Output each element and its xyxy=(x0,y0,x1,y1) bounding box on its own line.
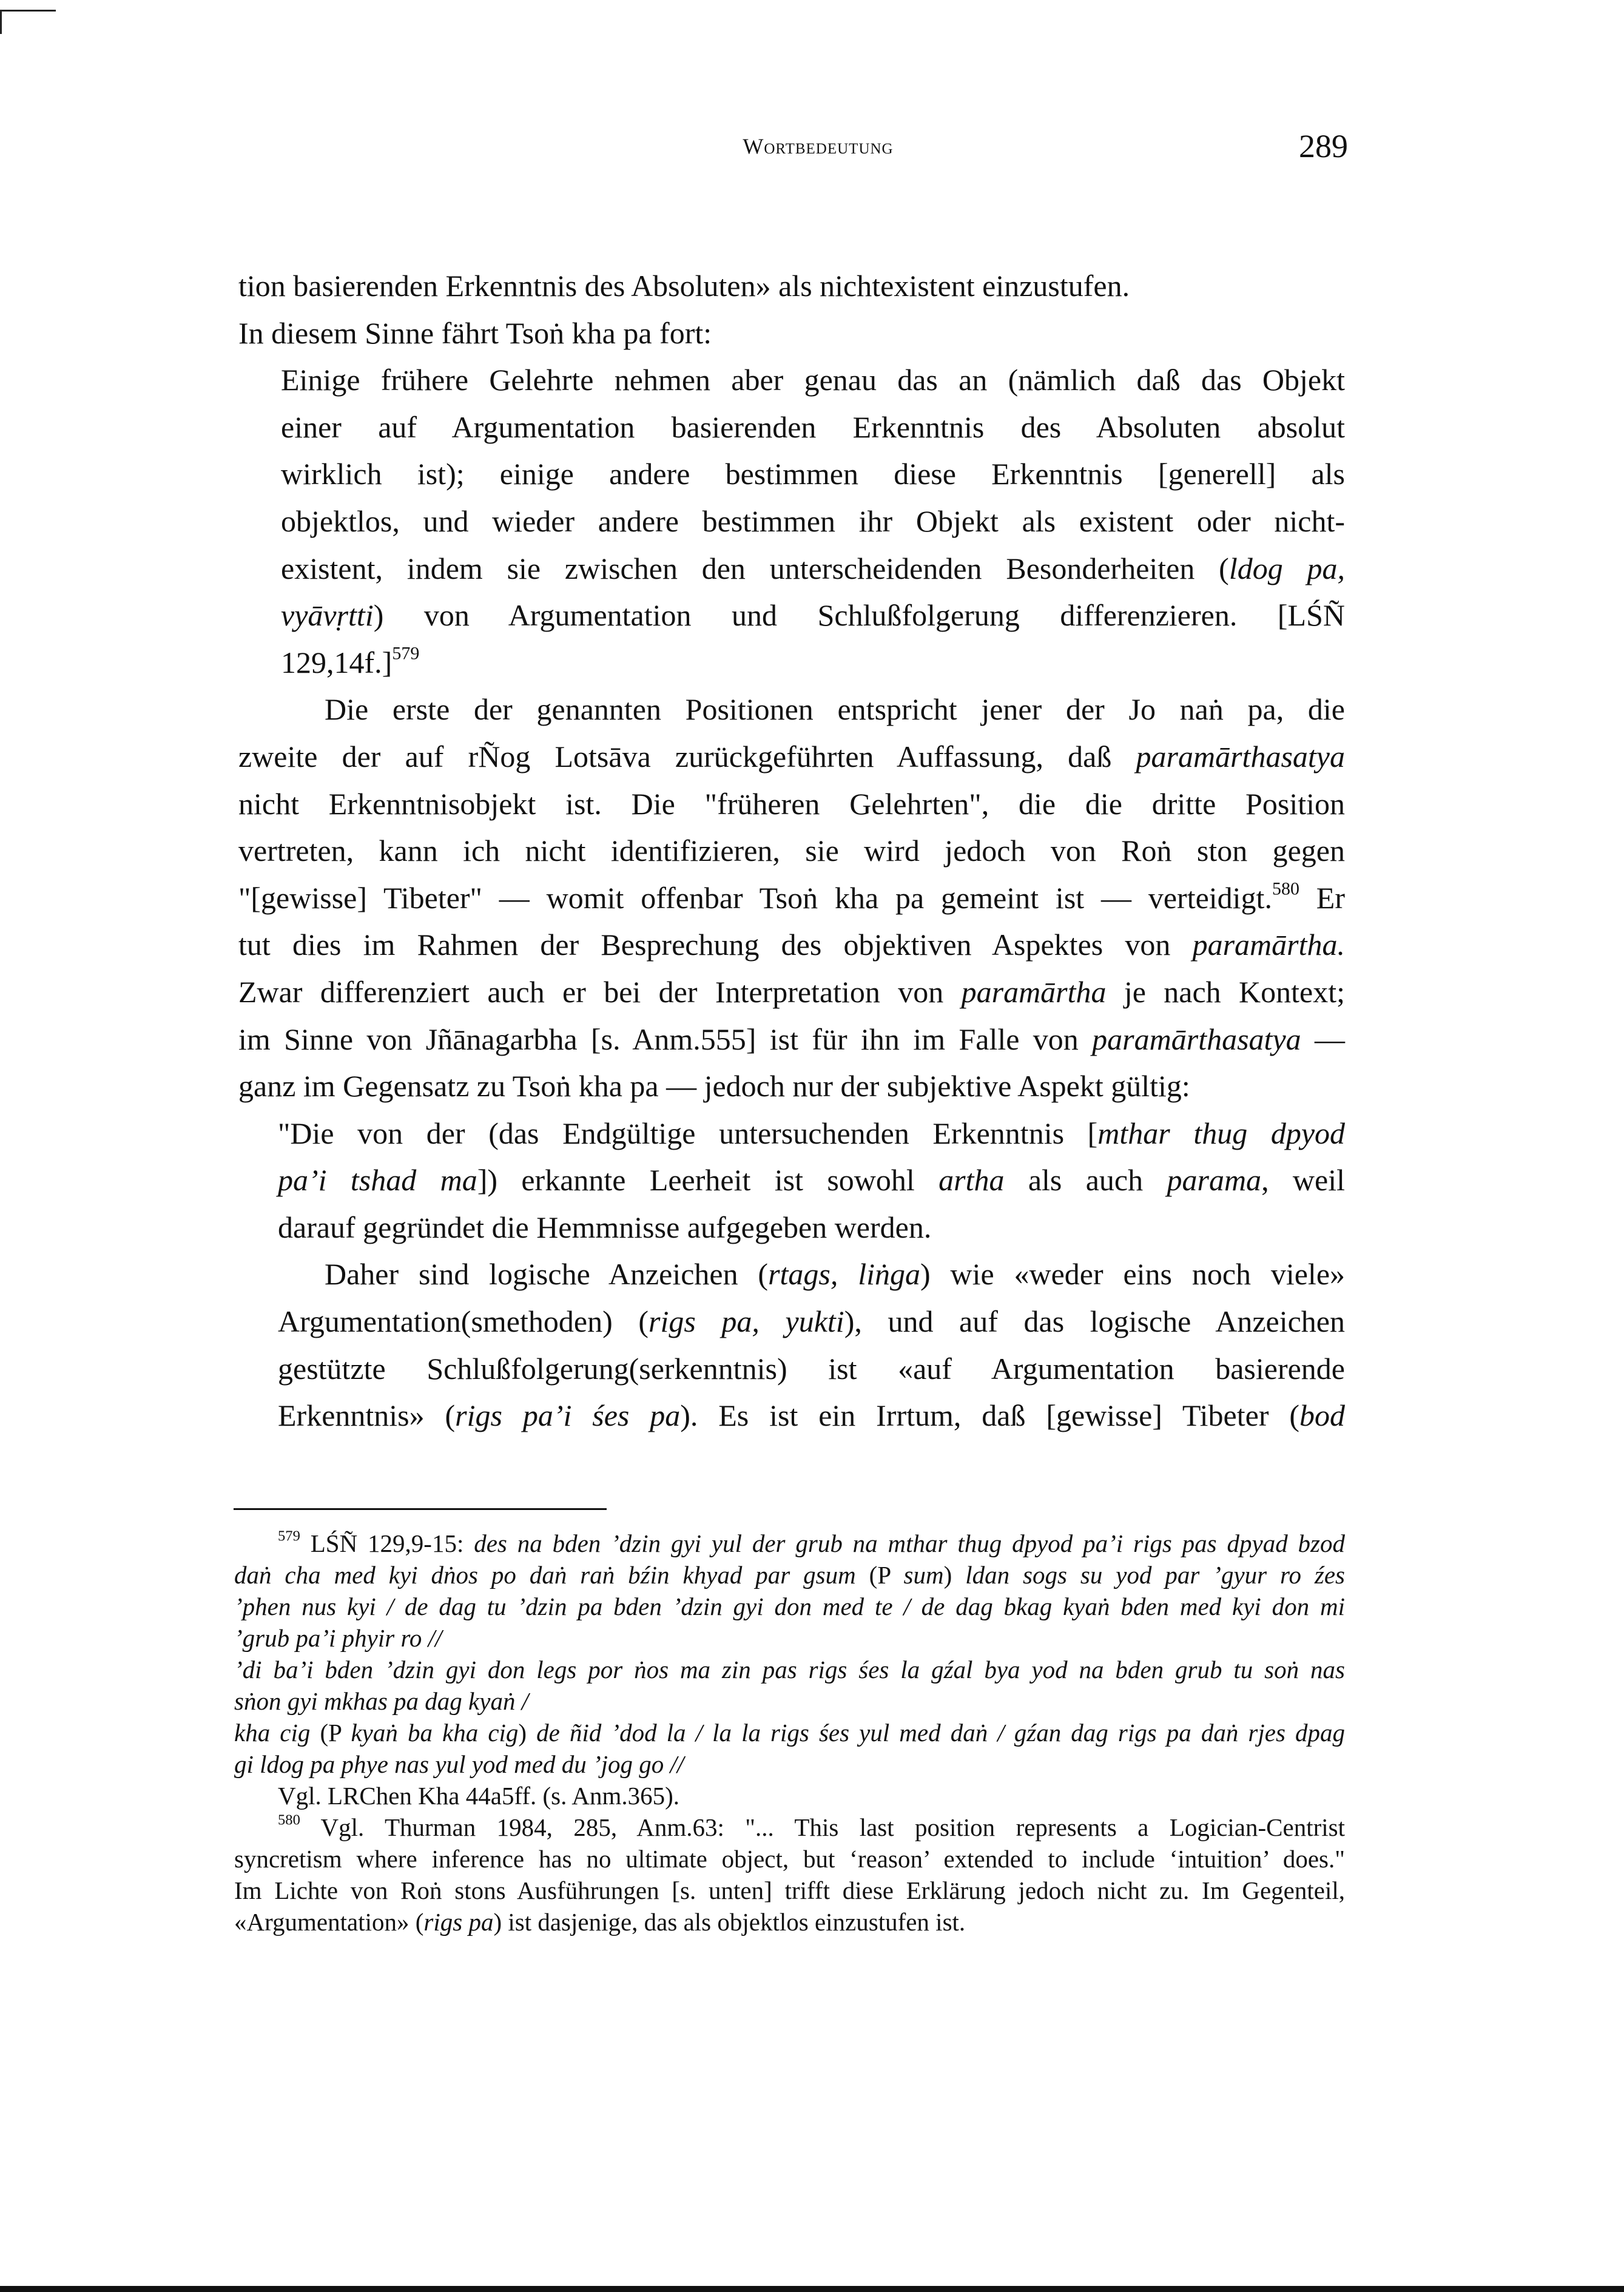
text-line xyxy=(234,1780,1345,1812)
text-line xyxy=(281,404,1345,451)
footnote-continuation xyxy=(234,1654,1345,1717)
text-line xyxy=(278,1204,1345,1252)
text-line xyxy=(278,1346,1345,1393)
text-segment: Die erste der genannten Positionen entspricht jener der Jo naṅ pa, die xyxy=(325,692,1345,727)
footnote-reference: 579 xyxy=(278,1528,300,1545)
text-segment: Daher sind logische Anzeichen ( xyxy=(325,1257,769,1292)
text-line xyxy=(238,781,1345,828)
scan-bottom-edge xyxy=(0,2286,1624,2292)
paragraph xyxy=(238,1251,1345,1439)
text-segment: ganz im Gegensatz zu Tsoṅ kha pa — jedoch nur der subjektive Aspekt gültig: xyxy=(238,1069,1190,1104)
text-line xyxy=(238,969,1345,1016)
text-line xyxy=(238,922,1345,969)
footnotes xyxy=(234,1528,1345,1938)
text-line xyxy=(238,733,1345,781)
text-line xyxy=(281,639,1345,687)
italic-term: paramārtha. xyxy=(1192,928,1345,962)
scan-corner-mark xyxy=(0,10,2,34)
footnote-reference: 579 xyxy=(392,643,420,664)
text-segment: zweite der auf rÑog Lotsāva zurückgeführten Auffassung, daß xyxy=(238,739,1136,774)
text-segment: «Argumentation» ( xyxy=(234,1908,424,1936)
text-line xyxy=(238,1016,1345,1063)
italic-term: sum xyxy=(903,1561,944,1589)
text-line xyxy=(278,1392,1345,1440)
paragraph xyxy=(238,263,1345,310)
italic-term: ’phen nus kyi / de dag tu ’dzin pa bden ’dzin gyi don med te / de dag bkag kyaṅ bden med kyi don mi xyxy=(234,1593,1345,1620)
italic-term: de ñid ’dod la / la la rigs śes yul med daṅ / gźan dag rigs pa daṅ rjes dpag xyxy=(536,1719,1346,1747)
text-segment: Erkenntnis» ( xyxy=(278,1398,456,1433)
text-line xyxy=(278,1110,1345,1158)
text-line xyxy=(234,1717,1345,1748)
text-line xyxy=(234,1559,1345,1591)
text-line xyxy=(281,451,1345,498)
text-line xyxy=(234,1906,1345,1938)
italic-term: pa’i tshad ma xyxy=(278,1163,477,1198)
italic-term: parama xyxy=(1167,1163,1262,1198)
italic-term: kha cig xyxy=(234,1719,311,1747)
footnote-reference: 580 xyxy=(1272,878,1299,899)
text-line xyxy=(278,1157,1345,1204)
text-segment: ) wie «weder eins noch viele» xyxy=(920,1257,1346,1292)
text-segment: syncretism where inference has no ultimate object, but ‘reason’ extended to include ‘intuition’ does." xyxy=(234,1845,1345,1873)
running-head xyxy=(0,133,1624,159)
italic-term: rigs pa’i śes pa xyxy=(455,1398,681,1433)
text-segment: 129,14f.] xyxy=(281,645,393,679)
text-segment: Zwar differenziert auch er bei der Interpretation von xyxy=(238,974,962,1009)
text-segment: ]) erkannte Leerheit ist sowohl xyxy=(477,1163,939,1198)
italic-term: mthar thug dpyod xyxy=(1097,1116,1346,1150)
text-line xyxy=(238,263,1345,310)
text-segment: In diesem Sinne fährt Tsoṅ kha pa fort: xyxy=(238,315,712,350)
text-segment: LŚÑ 129,9-15: xyxy=(300,1529,474,1557)
text-line xyxy=(238,686,1345,733)
text-segment: Einige frühere Gelehrte nehmen aber genau das an (nämlich daß das Objekt xyxy=(281,363,1345,397)
text-line xyxy=(234,1685,1345,1717)
italic-term: bod xyxy=(1299,1398,1345,1433)
text-line xyxy=(234,1528,1345,1559)
italic-term: des na bden ’dzin gyi yul der grub na mthar thug dpyod pa’i rigs pas dpyad bzod xyxy=(474,1529,1345,1557)
block-quote xyxy=(238,1110,1345,1252)
text-segment: — xyxy=(1301,1022,1346,1056)
italic-term: ’di ba’i bden ’dzin gyi don legs por ṅos ma zin pas rigs śes la gźal bya yod na bden grub tu soṅ nas xyxy=(234,1656,1345,1684)
text-segment: gestützte Schlußfolgerung(serkenntnis) ist «auf Argumentation basierende xyxy=(278,1351,1345,1386)
text-segment: ). Es ist ein Irrtum, daß [gewisse] Tibeter ( xyxy=(680,1398,1299,1433)
text-line xyxy=(281,498,1345,545)
text-segment: nicht Erkenntnisobjekt ist. Die "früheren Gelehrten", die die dritte Position xyxy=(238,786,1345,821)
text-line xyxy=(281,545,1345,593)
main-text xyxy=(238,263,1345,1440)
text-segment: ) xyxy=(518,1719,537,1747)
text-segment: existent, indem sie zwischen den unterscheidenden Besonderheiten ( xyxy=(281,551,1229,585)
italic-term: paramārthasatya xyxy=(1136,739,1345,774)
text-segment: ) xyxy=(943,1561,966,1589)
text-segment: ) von Argumentation und Schlußfolgerung differenzieren. [LŚÑ xyxy=(373,598,1345,633)
footnote-continuation xyxy=(234,1717,1345,1780)
italic-term: rigs pa xyxy=(423,1908,494,1936)
text-segment: je nach Kontext; xyxy=(1106,974,1345,1009)
italic-term: artha xyxy=(938,1163,1005,1198)
text-line xyxy=(234,1654,1345,1685)
text-line xyxy=(238,875,1345,922)
text-segment: einer auf Argumentation basierenden Erkenntnis des Absoluten absolut xyxy=(281,410,1345,444)
italic-term: paramārtha xyxy=(961,974,1107,1009)
italic-term: daṅ cha med kyi dṅos po daṅ raṅ bźin khyad par gsum xyxy=(234,1561,856,1589)
text-segment: ) ist dasjenige, das als objektlos einzustufen ist. xyxy=(493,1908,966,1936)
text-line xyxy=(238,1063,1345,1110)
text-line xyxy=(278,1251,1345,1298)
text-segment: tion basierenden Erkenntnis des Absoluten» als nichtexistent einzustufen. xyxy=(238,269,1130,303)
text-line xyxy=(234,1748,1345,1780)
text-segment: objektlos, und wieder andere bestimmen ihr Objekt als existent oder nicht- xyxy=(281,504,1345,538)
text-line xyxy=(234,1843,1345,1875)
text-line xyxy=(281,357,1345,404)
text-line xyxy=(238,310,1345,357)
text-line xyxy=(234,1591,1345,1622)
running-head-title: Wortbedeutung xyxy=(743,134,894,158)
text-segment: Vgl. Thurman 1984, 285, Anm.63: "... This last position represents a Logician-Centrist xyxy=(300,1813,1345,1841)
text-segment: im Sinne von Jñānagarbha [s. Anm.555] ist für ihn im Falle von xyxy=(238,1022,1093,1056)
italic-term: gi ldog pa phye nas yul yod med du ’jog go // xyxy=(234,1750,684,1778)
text-segment: (P xyxy=(855,1561,904,1589)
text-segment: Argumentation(smethoden) ( xyxy=(278,1304,649,1339)
footnote-separator xyxy=(234,1508,607,1510)
paragraph xyxy=(238,310,1345,357)
italic-term: vyāvṛtti xyxy=(281,598,374,633)
text-line xyxy=(234,1622,1345,1654)
italic-term: kyaṅ ba kha cig xyxy=(351,1719,519,1747)
italic-term: rtags, liṅga xyxy=(768,1257,920,1292)
text-segment: "[gewisse] Tibeter" — womit offenbar Tsoṅ kha pa gemeint ist — verteidigt. xyxy=(238,880,1272,915)
italic-term: rigs pa, yukti xyxy=(649,1304,844,1339)
text-segment: tut dies im Rahmen der Besprechung des objektiven Aspektes von xyxy=(238,928,1193,962)
page-number: 289 xyxy=(1299,128,1348,164)
text-line xyxy=(238,827,1345,875)
italic-term: paramārthasatya xyxy=(1092,1022,1301,1056)
footnote-reference: 580 xyxy=(278,1812,300,1829)
text-line xyxy=(281,592,1345,639)
text-segment: Im Lichte von Roṅ stons Ausführungen [s. unten] trifft diese Erklärung jedoch nicht zu. Im Gegenteil, xyxy=(234,1876,1345,1904)
text-segment: Er xyxy=(1299,880,1345,915)
text-segment: Vgl. LRChen Kha 44a5ff. (s. Anm.365). xyxy=(278,1782,680,1810)
italic-term: sṅon gyi mkhas pa dag kyaṅ / xyxy=(234,1687,529,1715)
italic-term: ldog pa, xyxy=(1228,551,1345,585)
text-line xyxy=(234,1875,1345,1906)
text-line xyxy=(278,1298,1345,1346)
paragraph xyxy=(238,686,1345,1110)
text-segment: "Die von der (das Endgültige untersuchenden Erkenntnis [ xyxy=(278,1116,1098,1150)
footnote-580 xyxy=(234,1812,1345,1938)
italic-term: ’grub pa’i phyir ro // xyxy=(234,1624,442,1652)
text-segment: , weil xyxy=(1261,1163,1345,1198)
block-quote xyxy=(238,357,1345,686)
italic-term: ldan sogs su yod par ’gyur ro źes xyxy=(965,1561,1346,1589)
text-line xyxy=(234,1812,1345,1843)
text-segment: als auch xyxy=(1004,1163,1167,1198)
scan-corner-mark xyxy=(0,10,56,12)
text-segment: wirklich ist); einige andere bestimmen diese Erkenntnis [generell] als xyxy=(281,457,1345,491)
text-segment: ), und auf das logische Anzeichen xyxy=(844,1304,1345,1339)
footnote-continuation xyxy=(234,1780,1345,1812)
text-segment: vertreten, kann ich nicht identifizieren, sie wird jedoch von Roṅ ston gegen xyxy=(238,834,1345,868)
footnote-579 xyxy=(234,1528,1345,1654)
text-segment: darauf gegründet die Hemmnisse aufgegeben werden. xyxy=(278,1210,932,1244)
text-segment: (P xyxy=(310,1719,351,1747)
